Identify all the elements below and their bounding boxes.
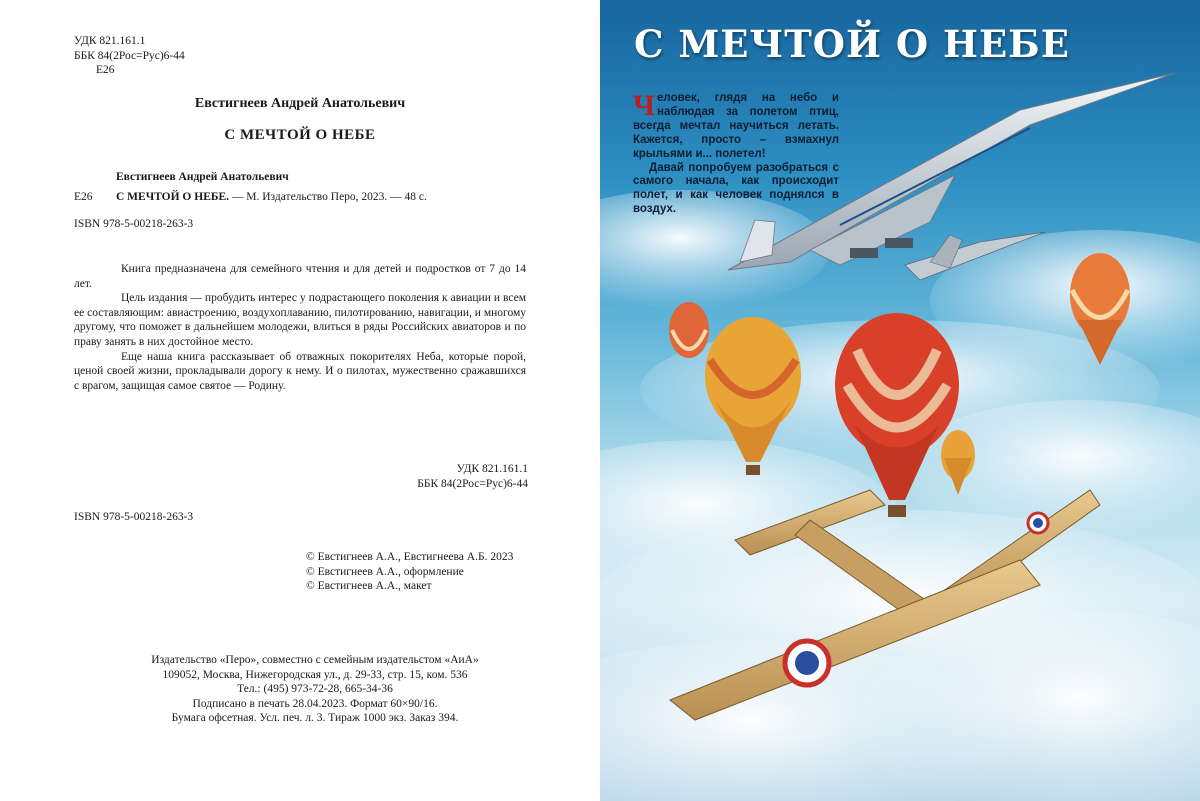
biblio-publication: — М. Издательство Перо, 2023. — 48 с. [229,191,427,203]
isbn-bottom: ISBN 978-5-00218-263-3 [74,511,194,523]
cutter-code: Е26 [96,64,115,76]
imprint-line: Бумага офсетная. Усл. печ. л. 3. Тираж 1000 экз. Заказ 394. [171,712,459,724]
imprint-line: Издательство «Перо», совместно с семейным издательстом «АиА» [151,654,479,666]
annotation [74,262,526,393]
annotation-paragraph: Еще наша книга рассказывает об отважных покорителях Неба, которые порой, ценой своей жизни, прокладывали дорогу к нему. И о пилотах, мужественно сражавшихся с врагом, защищая самое святое — Родину. [74,350,526,392]
cover-illustration-page [600,0,1200,801]
imprint-line: 109052, Москва, Нижегородская ул., д. 29-33, стр. 15, ком. 536 [162,668,468,681]
annotation-paragraph: Книга предназначена для семейного чтения и для детей и подростков от 7 до 14 лет. [74,263,526,290]
annotation-paragraph: Цель издания — пробудить интерес у подрастающего поколения к авиации и всем ее составляющим: авиастроению, воздухоплаванию, пилотированию, навигации, и многому другому, что поможет в дальнейшем молодежи, влиться в ряды Российских авиаторов и по праву занять в них достойное место. [74,292,526,348]
biblio-title: С МЕЧТОЙ О НЕБЕ. [116,191,230,203]
author-heading: Евстигнеев Андрей Анатольевич [194,96,406,111]
intro-paragraph [633,89,839,162]
imprint-line: Тел.: (495) 973-72-28, 665-34-36 [237,683,393,695]
udk-code-bottom: УДК 821.161.1 [456,463,528,475]
imprint-line: Подписано в печать 28.04.2023. Формат 60×90/16. [192,697,438,710]
cover-title: С МЕЧТОЙ О НЕБЕ [634,22,1070,66]
udk-code: УДК 821.161.1 [74,35,146,47]
isbn-top: ISBN 978-5-00218-263-3 [74,218,194,230]
hot-air-balloon-small-left [669,302,709,358]
biblio-author: Евстигнеев Андрей Анатольевич [116,171,289,183]
bbk-code: ББК 84(2Рос=Рус)6-44 [74,49,185,62]
copyright-line: © Евстигнеев А.А., Евстигнеева А.Б. 2023 [306,551,514,563]
intro-paragraph: Давай попробуем разобраться с самого начала, как происходит полет, и как человек поднялся в воздух. [633,161,839,216]
title-heading: С МЕЧТОЙ О НЕБЕ [224,127,376,143]
classification-codes-bottom [0,462,528,491]
intro-text [633,89,839,217]
publisher-imprint [0,653,630,726]
copyright-block [306,550,513,594]
copyright-line: © Евстигнеев А.А., оформление [306,565,464,578]
drop-cap: Ч [633,89,656,122]
classification-codes-top [74,34,185,78]
bbk-code-bottom: ББК 84(2Рос=Рус)6-44 [417,477,528,490]
biblio-record [116,190,427,205]
biblio-cutter-code: Е26 [74,191,93,203]
copyright-line: © Евстигнеев А.А., макет [306,580,432,592]
intro-paragraph-1-text: еловек, глядя на небо и наблюдая за полетом птиц, всегда мечтал научиться летать. Кажется, просто – взмахнул крыльями и... полетел! [633,92,839,160]
